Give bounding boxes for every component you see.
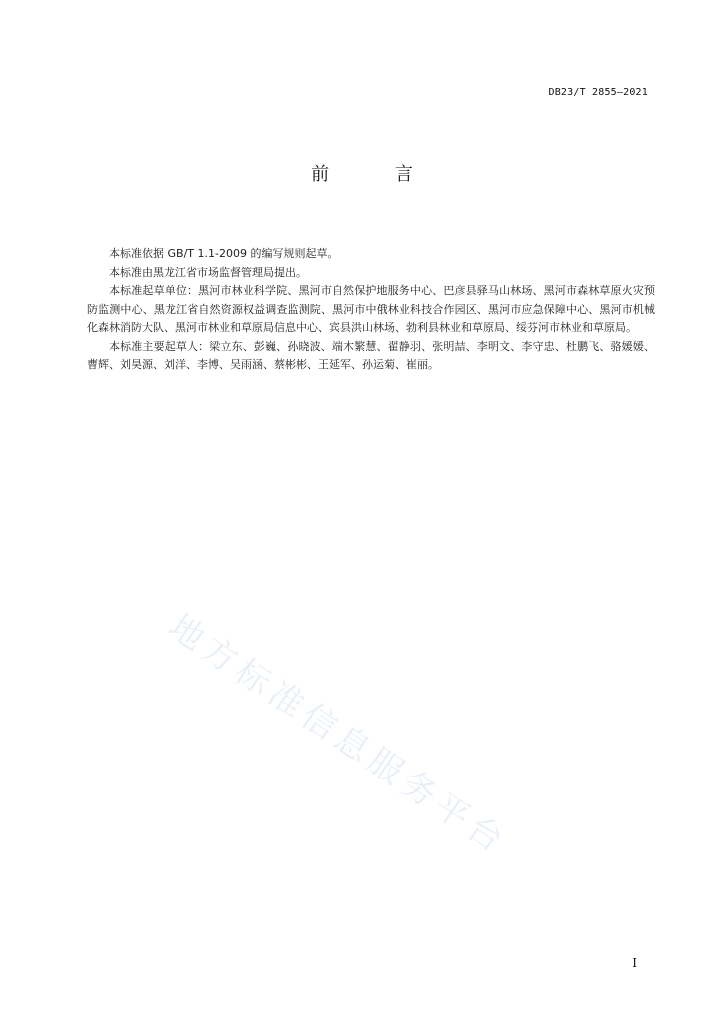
foreword-body	[87, 245, 655, 375]
paragraph-proposer: 本标准由黑龙江省市场监督管理局提出。	[109, 265, 307, 279]
page-title: 前 言	[311, 164, 443, 185]
paragraph-drafting-units: 本标准起草单位：黑河市林业科学院、黑河市自然保护地服务中心、巴彦县驿马山林场、黑河市森林草原火灾预防监测中心、黑龙江省自然资源权益调查监测院、黑河市中俄林业科技合作园区、黑河市应急保障中心、黑河市机械化森林消防大队、黑河市林业和草原局信息中心、宾县洪山林场、勃利县林业和草原局、绥芬河市林业和草原局。	[87, 284, 655, 334]
watermark: 地方标准信息服务平台	[161, 606, 516, 864]
document-code: DB23/T 2855—2021	[548, 87, 648, 98]
paragraph-drafters: 本标准主要起草人：梁立东、彭巍、孙晓波、端木繁慧、翟静羽、张明喆、李明文、李守忠、杜鹏飞、骆媛媛、曹辉、刘昊源、刘洋、李博、吴雨涵、蔡彬彬、王延军、孙运菊、崔丽。	[87, 339, 655, 371]
page-number: I	[632, 956, 637, 970]
paragraph-drafting-rules: 本标准依据 GB/T 1.1-2009 的编写规则起草。	[109, 247, 339, 260]
